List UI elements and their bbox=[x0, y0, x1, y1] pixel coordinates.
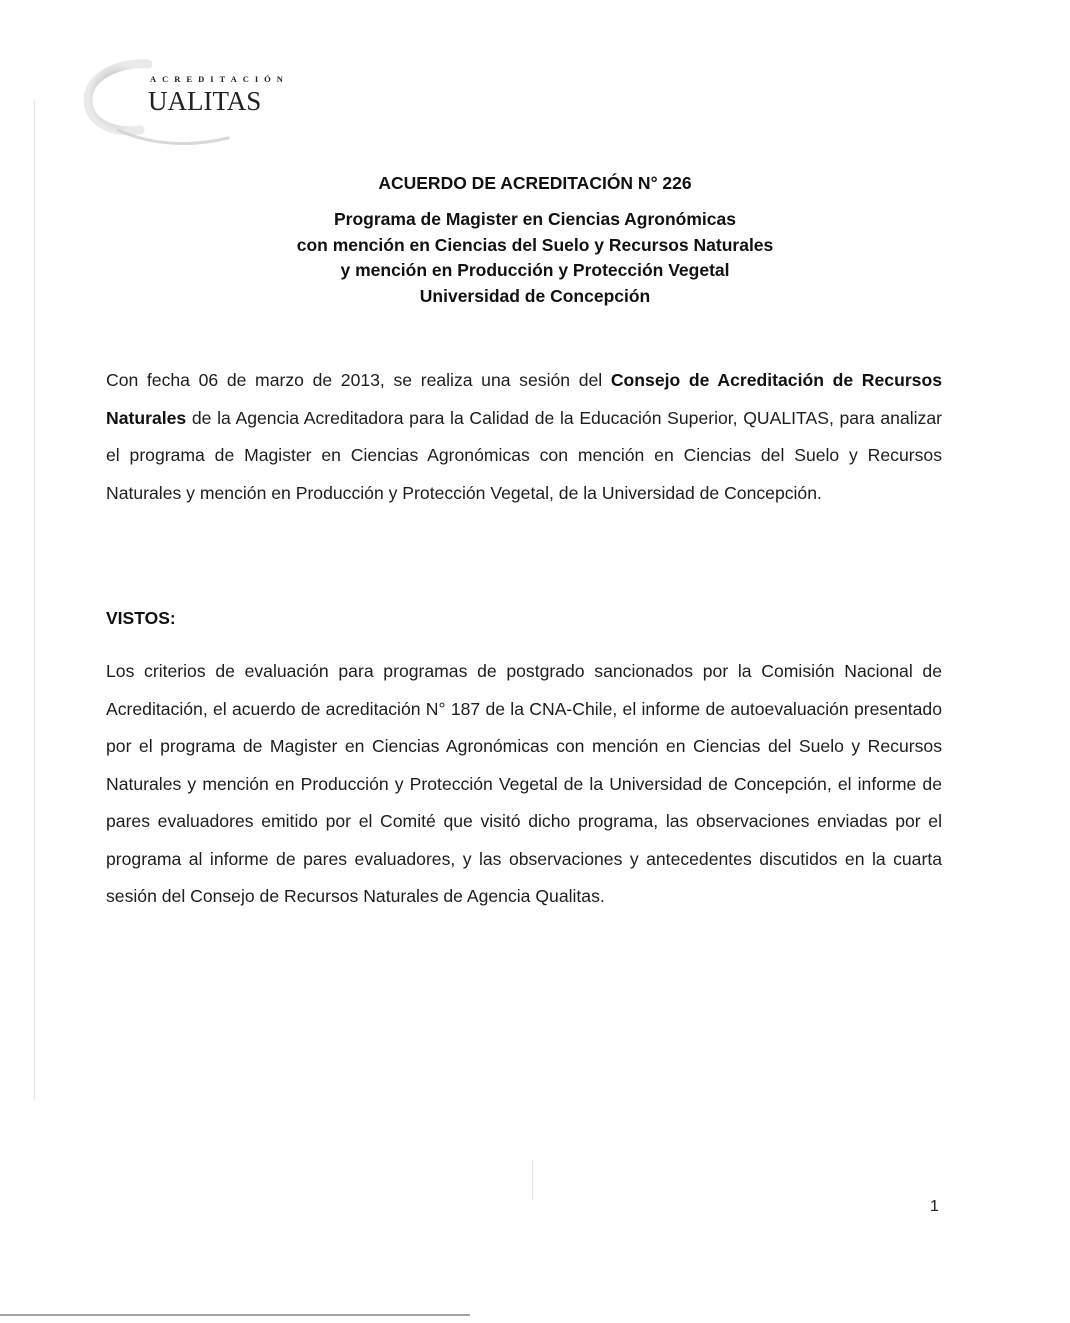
document-title: ACUERDO DE ACREDITACIÓN N° 226 bbox=[378, 173, 692, 193]
program-heading-line: Universidad de Concepción bbox=[419, 285, 651, 306]
scan-edge-line bbox=[0, 1314, 470, 1316]
logo-subtitle: ACREDITACIÓN bbox=[150, 74, 289, 84]
program-heading-line: Programa de Magister en Ciencias Agronómicas bbox=[334, 209, 736, 229]
scan-artifact-center bbox=[532, 1160, 533, 1200]
logo-wordmark: UALITAS bbox=[148, 86, 262, 116]
intro-text-end: de la Agencia Acreditadora para la Calidad de la Educación Superior, QUALITAS, para analizar el programa de Magister en Ciencias Agronómicas con mención en Ciencias del Suelo y Recursos Naturales y mención en Producción y Protección Vegetal, de la Universidad de Concepción. bbox=[106, 407, 942, 503]
council-name: Consejo de Acreditación de Recursos Naturales bbox=[106, 370, 942, 428]
page-number: 1 bbox=[930, 1198, 939, 1215]
vistos-paragraph: Los criterios de evaluación para programas de postgrado sancionados por la Comisión Nacional de Acreditación, el acuerdo de acreditación N° 187 de la CNA-Chile, el informe de autoevaluación presentado por el programa de Magister en Ciencias Agronómicas con mención en Ciencias del Suelo y Recursos Naturales y mención en Producción y Protección Vegetal de la Universidad de Concepción, el informe de pares evaluadores emitido por el Comité que visitó dicho programa, las observaciones enviadas por el programa al informe de pares evaluadores, y las observaciones y antecedentes discutidos en la cuarta sesión del Consejo de Recursos Naturales de Agencia Qualitas. bbox=[106, 661, 942, 906]
program-heading-line: y mención en Producción y Protección Vegetal bbox=[340, 260, 730, 280]
qualitas-logo bbox=[78, 58, 293, 153]
intro-paragraph bbox=[106, 362, 942, 512]
vistos-heading: VISTOS: bbox=[106, 608, 176, 628]
intro-text-start: Con fecha 06 de marzo de 2013, se realiza una sesión del bbox=[106, 370, 611, 390]
program-heading bbox=[0, 207, 1070, 309]
program-heading-line: con mención en Ciencias del Suelo y Recursos Naturales bbox=[296, 234, 774, 255]
